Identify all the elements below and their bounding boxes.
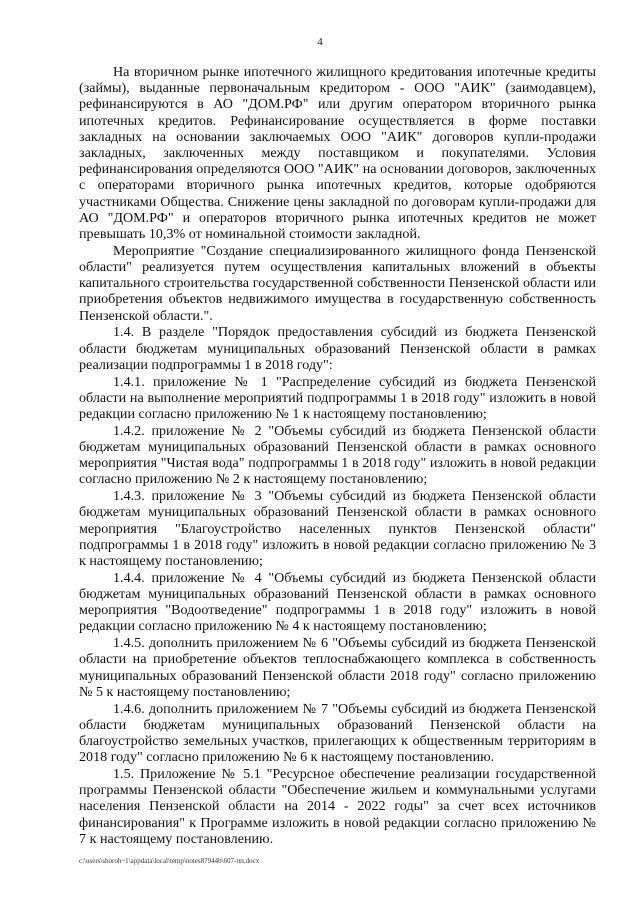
paragraph-item-1-4-3: 1.4.3. приложение № 3 "Объемы субсидий из бюджета Пензенской области бюджетам муниципальных образований Пензенской области в рамках основного мероприятия "Благоустройство населенных пунктов Пензенской области" подпрограммы 1 в 2018 году" изложить в новой редакции согласно приложению № 3 к настоящему постановлению; bbox=[79, 488, 596, 570]
paragraph-section-1-5: 1.5. Приложение № 5.1 "Ресурсное обеспечение реализации государственной программы Пензенской области "Обеспечение жильем и коммунальными услугами населения Пензенской области на 2014 - 2022 годы" за счет всех источников финансирования" к Программе изложить в новой редакции согласно приложению № 7 к настоящему постановлению. bbox=[79, 766, 596, 847]
page-number: 4 bbox=[317, 36, 323, 48]
paragraph-housing-fund-measure: Мероприятие "Создание специализированного жилищного фонда Пензенской области" реализуется путем осуществления капитальных вложений в объекты капитального строительства государственной собственности Пензенской области или приобретения объектов недвижимого имущества в государственную собственность Пензенской области.". bbox=[79, 242, 596, 324]
paragraph-item-1-4-1: 1.4.1. приложение № 1 "Распределение субсидий из бюджета Пензенской области на выполнение мероприятий подпрограммы 1 в 2018 году" изложить в новой редакции согласно приложению № 1 к настоящему постановлению; bbox=[79, 373, 596, 423]
paragraph-item-1-4-5: 1.4.5. дополнить приложением № 6 "Объемы субсидий из бюджета Пензенской области на приобретение объектов теплоснабжающего комплекса в собственность муниципальных образований Пензенской области 2018 году" согласно приложению № 5 к настоящему постановлению; bbox=[79, 635, 596, 700]
paragraph-item-1-4-2: 1.4.2. приложение № 2 "Объемы субсидий из бюджета Пензенской области бюджетам муниципальных образований Пензенской области в рамках основного мероприятия "Чистая вода" подпрограммы 1 в 2018 году" изложить в новой редакции согласно приложению № 2 к настоящему постановлению; bbox=[79, 422, 596, 488]
footer-file-path: c:\users\shoroh~1\appdata\local\temp\notes87944b\607-пп.docx bbox=[79, 857, 260, 865]
paragraph-section-1-4: 1.4. В разделе "Порядок предоставления субсидий из бюджета Пензенской области бюджетам муниципальных образований Пензенской области в рамках реализации подпрограммы 1 в 2018 году": bbox=[79, 324, 596, 373]
document-body bbox=[79, 64, 596, 848]
paragraph-item-1-4-4: 1.4.4. приложение № 4 "Объемы субсидий из бюджета Пензенской области бюджетам муниципальных образований Пензенской области в рамках основного мероприятия "Водоотведение" подпрограммы 1 в 2018 году" изложить в новой редакции согласно приложению № 4 к настоящему постановлению; bbox=[79, 569, 596, 635]
paragraph-mortgage-refinancing: На вторичном рынке ипотечного жилищного кредитования ипотечные кредиты (займы), выданные первоначальным кредитором - ООО "АИК" (заимодавцем), рефинансируются в АО "ДОМ.РФ" или другим оператором вторичного рынка ипотечных кредитов. Рефинансирование осуществляется в форме поставки закладных на основании заключаемых ООО "АИК" договоров купли-продажи закладных, заключенных между поставщиком и покупателями. Условия рефинансирования определяются ООО "АИК" на основании договоров, заключенных с операторами вторичного рынка ипотечных кредитов, которые одобряются участниками Общества. Снижение цены закладной по договорам купли-продажи для АО "ДОМ.РФ" и операторов вторичного рынка ипотечных кредитов не может превышать 10,3% от номинальной стоимости закладной. bbox=[79, 64, 596, 243]
paragraph-item-1-4-6: 1.4.6. дополнить приложением № 7 "Объемы субсидий из бюджета Пензенской области бюджетам муниципальных образований Пензенской области на благоустройство земельных участков, прилегающих к общественным территориям в 2018 году" согласно приложению № 6 к настоящему постановлению. bbox=[79, 700, 596, 766]
